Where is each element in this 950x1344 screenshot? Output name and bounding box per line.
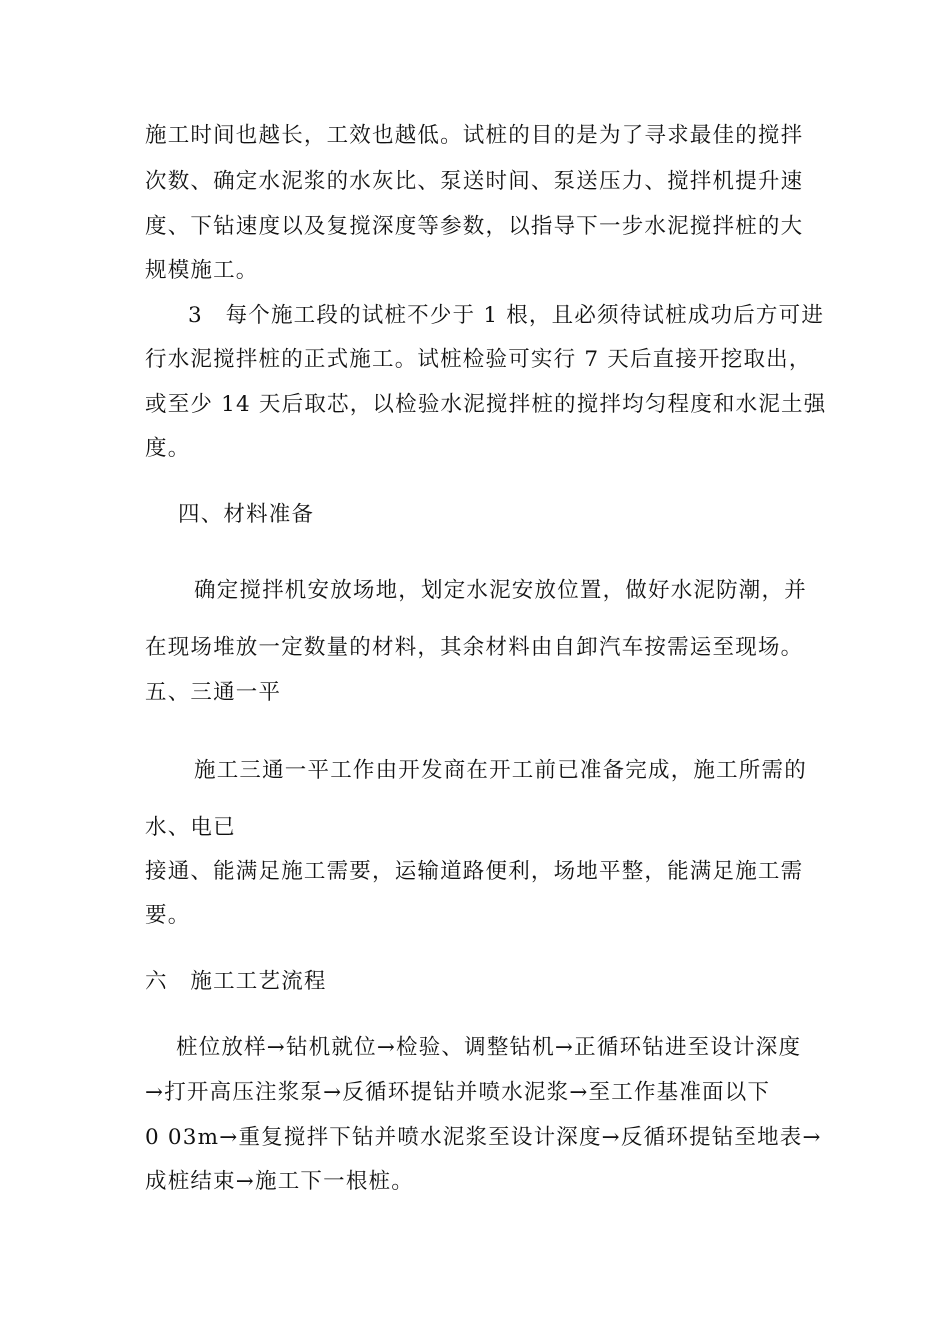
text-line: 次数、确定水泥浆的水灰比、泵送时间、泵送压力、搅拌机提升速: [145, 169, 804, 194]
text-line: 行水泥搅拌桩的正式施工。试桩检验可实行 7 天后直接开挖取出，: [145, 347, 812, 372]
text-line: 桩位放样→钻机就位→检验、调整钻机→正循环钻进至设计深度: [176, 1035, 802, 1060]
text-line: 水、电已: [145, 815, 236, 840]
text-line: 成桩结束→施工下一根桩。: [145, 1169, 414, 1194]
text-line: 度。: [145, 436, 191, 461]
section-heading: 五、三通一平: [145, 680, 282, 705]
text-line: 3 每个施工段的试桩不少于 1 根，且必须待试桩成功后方可进: [188, 303, 825, 328]
text-line: 规模施工。: [145, 258, 259, 283]
section-heading: 四、材料准备: [178, 502, 315, 527]
text-line: →打开高压注浆泵→反循环提钻并喷水泥浆→至工作基准面以下: [145, 1080, 771, 1105]
text-line: 或至少 14 天后取芯，以检验水泥搅拌桩的搅拌均匀程度和水泥土强: [145, 392, 827, 417]
section-heading: 六 施工工艺流程: [145, 969, 327, 994]
text-line: 要。: [145, 903, 191, 928]
text-line: 施工三通一平工作由开发商在开工前已准备完成，施工所需的: [194, 758, 807, 783]
text-line: 0 03m→重复搅拌下钻并喷水泥浆至设计深度→反循环提钻至地表→: [145, 1125, 822, 1150]
text-line: 确定搅拌机安放场地，划定水泥安放位置，做好水泥防潮，并: [194, 578, 807, 603]
text-line: 接通、能满足施工需要，运输道路便利，场地平整，能满足施工需: [145, 859, 804, 884]
text-line: 在现场堆放一定数量的材料，其余材料由自卸汽车按需运至现场。: [145, 635, 804, 660]
text-line: 施工时间也越长，工效也越低。试桩的目的是为了寻求最佳的搅拌: [145, 123, 804, 148]
text-line: 度、下钻速度以及复搅深度等参数，以指导下一步水泥搅拌桩的大: [145, 214, 804, 239]
